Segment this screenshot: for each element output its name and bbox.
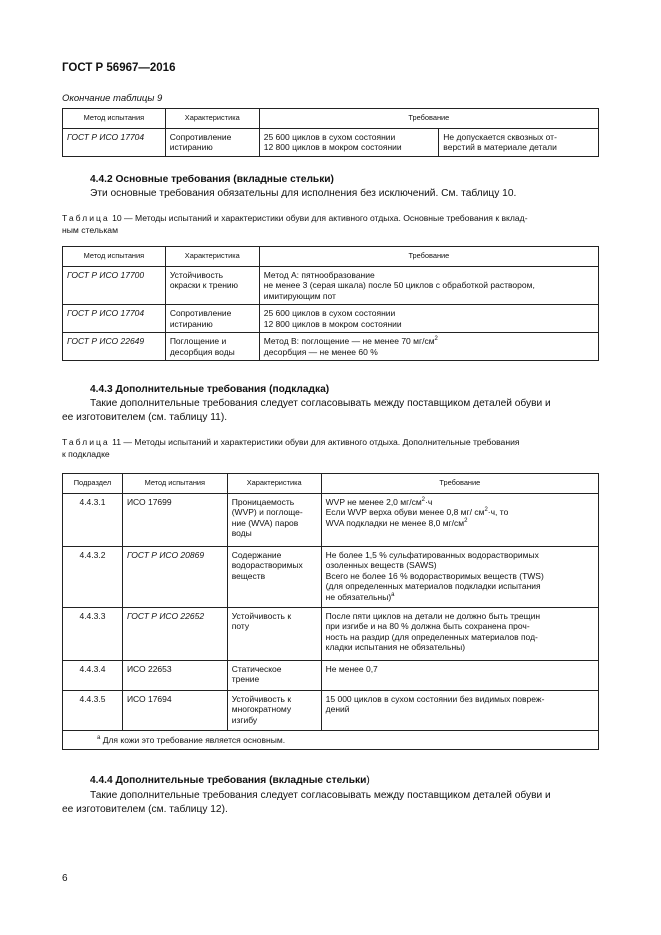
table-header-cell: Метод испытания bbox=[63, 109, 166, 129]
table-11-caption: Таблица 11 — Методы испытаний и характеристики обуви для активного отдыха. Дополнительные требования к подкладке bbox=[62, 437, 520, 459]
characteristic-cell: Проницаемость (WVP) и поглоще- ние (WVA) паров воды bbox=[227, 493, 321, 546]
characteristic-cell: Статическое трение bbox=[227, 660, 321, 690]
method-cell: ГОСТ Р ИСО 22652 bbox=[122, 607, 227, 660]
section-4-4-2-title: 4.4.2 Основные требования (вкладные стельки) bbox=[90, 174, 334, 185]
requirement-cell: Метод А: пятнообразование не менее 3 (серая шкала) после 50 циклов с обработкой раствором, имитирующим пот bbox=[259, 266, 598, 305]
method-cell: ИСО 22653 bbox=[122, 660, 227, 690]
table-9 bbox=[62, 108, 599, 157]
table-footnote: $^a$ Для кожи это требование является основным. bbox=[63, 730, 599, 750]
characteristic-cell: Содержание водорастворимых веществ bbox=[227, 546, 321, 607]
table-9-caption: Окончание таблицы 9 bbox=[62, 93, 163, 104]
table-10-header-row bbox=[63, 247, 599, 267]
characteristic-cell: Устойчивость к многократному изгибу bbox=[227, 690, 321, 730]
table-row bbox=[63, 333, 599, 361]
subsection-cell: 4.4.3.1 bbox=[63, 493, 123, 546]
table-row bbox=[63, 607, 599, 660]
characteristic-cell: Сопротивление истиранию bbox=[165, 128, 259, 156]
method-cell: ГОСТ Р ИСО 17704 bbox=[63, 128, 166, 156]
table-header-cell: Подраздел bbox=[63, 474, 123, 494]
table-11 bbox=[62, 473, 599, 750]
subsection-cell: 4.4.3.3 bbox=[63, 607, 123, 660]
requirement-cell: Не более 1,5 % сульфатированных водорастворимых озоленных веществ (SAWS) Всего не более 16 % водорастворимых веществ (TWS) (для определенных материалов подкладки испытания не обязательны)$^a$ bbox=[321, 546, 598, 607]
requirement-cell: WVP не менее 2,0 $мг/см^2\cdot ч$ Если WVP верха обуви менее 0,8 мг/ $см^2\cdot ч$, то WVA подкладки не менее 8,0 $мг/см^2$ bbox=[321, 493, 598, 546]
table-header-cell: Характеристика bbox=[165, 109, 259, 129]
requirement-cell: 25 600 циклов в сухом состоянии 12 800 циклов в мокром состоянии bbox=[259, 305, 598, 333]
method-cell: ГОСТ Р ИСО 17704 bbox=[63, 305, 166, 333]
table-header-cell: Метод испытания bbox=[63, 247, 166, 267]
section-4-4-4-title: 4.4.4 Дополнительные требования (вкладные стельки) bbox=[90, 775, 370, 786]
table-header-cell: Характеристика bbox=[227, 474, 321, 494]
table-header-cell: Метод испытания bbox=[122, 474, 227, 494]
subsection-cell: 4.4.3.5 bbox=[63, 690, 123, 730]
characteristic-cell: Сопротивление истиранию bbox=[165, 305, 259, 333]
requirement-cell: Не допускается сквозных от- верстий в материале детали bbox=[439, 128, 599, 156]
table-row bbox=[63, 305, 599, 333]
table-row bbox=[63, 266, 599, 305]
method-cell: ГОСТ Р ИСО 22649 bbox=[63, 333, 166, 361]
table-header-cell: Характеристика bbox=[165, 247, 259, 267]
table-row bbox=[63, 660, 599, 690]
section-4-4-3-title: 4.4.3 Дополнительные требования (подкладка) bbox=[90, 384, 330, 395]
table-row bbox=[63, 128, 599, 156]
table-header-cell: Требование bbox=[259, 109, 598, 129]
method-cell: ГОСТ Р ИСО 20869 bbox=[122, 546, 227, 607]
characteristic-cell: Поглощение и десорбция воды bbox=[165, 333, 259, 361]
requirement-cell: 15 000 циклов в сухом состоянии без видимых повреж- дений bbox=[321, 690, 598, 730]
method-cell: ИСО 17694 bbox=[122, 690, 227, 730]
table-10-caption: Таблица 10 — Методы испытаний и характеристики обуви для активного отдыха. Основные требования к вклад- ным стелькам bbox=[62, 213, 528, 235]
table-9-header-row bbox=[63, 109, 599, 129]
subsection-cell: 4.4.3.4 bbox=[63, 660, 123, 690]
section-4-4-2-text: Эти основные требования обязательны для исполнения без исключений. См. таблицу 10. bbox=[90, 188, 517, 199]
characteristic-cell: Устойчивость окраски к трению bbox=[165, 266, 259, 305]
requirement-cell: Не менее 0,7 bbox=[321, 660, 598, 690]
table-header-cell: Требование bbox=[321, 474, 598, 494]
requirement-cell: 25 600 циклов в сухом состоянии 12 800 циклов в мокром состоянии bbox=[259, 128, 439, 156]
section-4-4-4-text: Такие дополнительные требования следует согласовывать между поставщиком деталей обуви и ее изготовителем (см. таблицу 12). bbox=[62, 790, 551, 815]
requirement-cell: После пяти циклов на детали не должно быть трещин при изгибе и на 80 % должна быть сохранена проч- ность на раздир (для определенных материалов под- кладки испытания не обязательны) bbox=[321, 607, 598, 660]
subsection-cell: 4.4.3.2 bbox=[63, 546, 123, 607]
table-10 bbox=[62, 246, 599, 361]
table-11-header-row bbox=[63, 474, 599, 494]
table-row bbox=[63, 493, 599, 546]
page-number: 6 bbox=[62, 873, 68, 884]
requirement-cell: Метод В: поглощение — не менее 70 $мг/см^2$ десорбция — не менее 60 % bbox=[259, 333, 598, 361]
section-4-4-3-text: Такие дополнительные требования следует согласовывать между поставщиком деталей обуви и ее изготовителем (см. таблицу 11). bbox=[62, 398, 551, 423]
table-footnote-row bbox=[63, 730, 599, 750]
table-row bbox=[63, 690, 599, 730]
method-cell: ГОСТ Р ИСО 17700 bbox=[63, 266, 166, 305]
table-header-cell: Требование bbox=[259, 247, 598, 267]
table-row bbox=[63, 546, 599, 607]
method-cell: ИСО 17699 bbox=[122, 493, 227, 546]
characteristic-cell: Устойчивость к поту bbox=[227, 607, 321, 660]
document-header: ГОСТ Р 56967—2016 bbox=[62, 62, 176, 74]
